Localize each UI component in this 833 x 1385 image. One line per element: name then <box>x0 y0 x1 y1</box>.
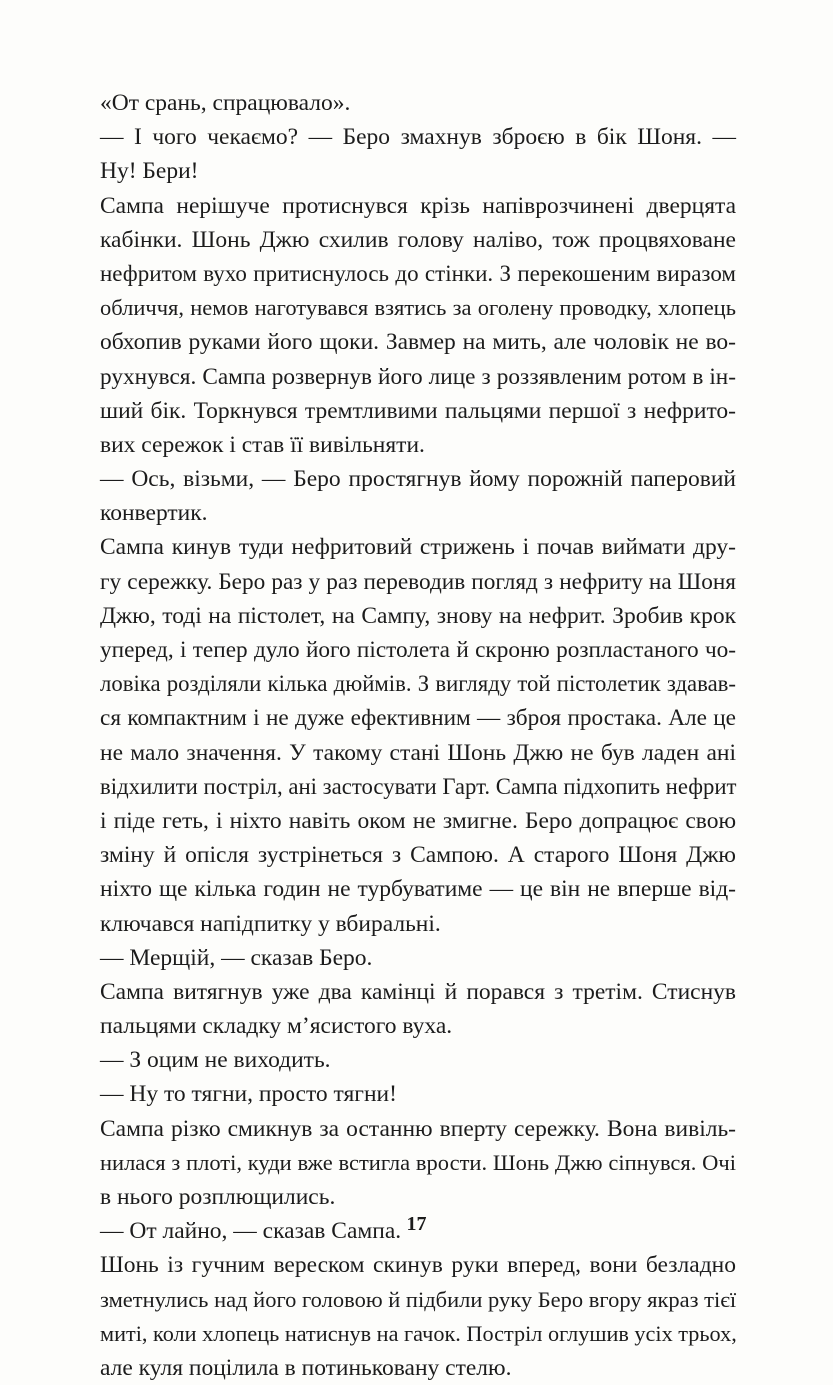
text-line: вих сережок і став її вивільняти. <box>100 431 425 458</box>
text-line: рухнувся. Сампа розвернув його лице з роззявленим ротом в ін- <box>100 363 736 390</box>
text-line: і піде геть, і ніхто навіть оком не змигне. Беро допрацює свою <box>100 807 736 834</box>
text-line: але куля поцілила в потиньковану стелю. <box>100 1354 512 1381</box>
text-line: Сампа різко смикнув за останню вперту сережку. Вона вивіль- <box>100 1115 736 1142</box>
text-line: відхилити постріл, ані застосувати Гарт. Сампа підхопить нефрит <box>100 773 737 799</box>
text-line: — От лайно, — сказав Сампа. <box>100 1218 402 1245</box>
text-line: зметнулись над його головою й підбили руку Беро вгору якраз тієї <box>100 1286 737 1312</box>
text-line: ключався напідпитку у вбиральні. <box>100 910 441 937</box>
text-line: зміну й опісля зустрінеться з Сампою. А старого Шоня Джю <box>100 842 736 869</box>
text-line: — З оцим не виходить. <box>100 1047 331 1074</box>
text-line: Сампа нерішуче протиснувся крізь напіврозчинені дверцята <box>100 192 736 219</box>
text-line: ловіка розділяли кілька дюймів. З вигляду той пістолетик здавав- <box>100 671 736 697</box>
text-line: нефритом вухо притиснулось до стінки. З перекошеним виразом <box>100 260 736 286</box>
text-line: гу сережку. Беро раз у раз переводив погляд з нефриту на Шоня <box>100 568 736 595</box>
text-line: кабінки. Шонь Джю схилив голову наліво, тож процвяховане <box>100 226 736 253</box>
body-text <box>100 86 736 1385</box>
text-line: в нього розплющились. <box>100 1184 336 1210</box>
text-line: уперед, і тепер дуло його пістолета й скроню розпластаного чо- <box>100 637 736 663</box>
page-number: 17 <box>406 1213 427 1235</box>
text-line: Джю, тоді на пістолет, на Сампу, знову на нефрит. Зробив крок <box>100 602 736 629</box>
text-line: обхопив руками його щоки. Завмер на мить, але чоловік не во- <box>100 329 736 356</box>
text-line: Сампа витягнув уже два камінці й порався з третім. Стиснув <box>100 978 736 1005</box>
text-line: — Ну то тягни, просто тягни! <box>100 1081 397 1108</box>
text-line: — Ось, візьми, — Беро простягнув йому порожній паперовий <box>100 466 736 493</box>
text-line: не мало значення. У такому стані Шонь Джю не був ладен ані <box>100 739 736 766</box>
text-line: Ну! Бери! <box>100 158 199 185</box>
text-line: — Мерщій, — сказав Беро. <box>100 944 373 971</box>
text-line: — І чого чекаємо? — Беро змахнув зброєю в бік Шоня. — <box>100 124 736 151</box>
text-line: пальцями складку м’ясистого вуха. <box>100 1013 453 1040</box>
text-line: Шонь із гучним вереском скинув руки вперед, вони безладно <box>100 1252 736 1279</box>
text-line: Сампа кинув туди нефритовий стрижень і почав виймати дру- <box>100 534 736 561</box>
text-line: ніхто ще кілька годин не турбуватиме — це він не вперше від- <box>100 876 736 903</box>
text-line: обличчя, немов наготувався взятись за оголену проводку, хлопець <box>100 295 736 321</box>
text-line: миті, коли хлопець натиснув на гачок. Постріл оглушив усіх трьох, <box>100 1320 737 1346</box>
text-line: ся компактним і не дуже ефективним — зброя простака. Але це <box>100 705 736 732</box>
text-line: «От срань, спрацювало». <box>100 90 351 116</box>
text-line: конвертик. <box>100 500 208 527</box>
text-line: ший бік. Торкнувся тремтливими пальцями першої з нефрито- <box>100 397 736 424</box>
text-line: нилася з плоті, куди вже встигла врости. Шонь Джю сіпнувся. Очі <box>100 1149 736 1175</box>
